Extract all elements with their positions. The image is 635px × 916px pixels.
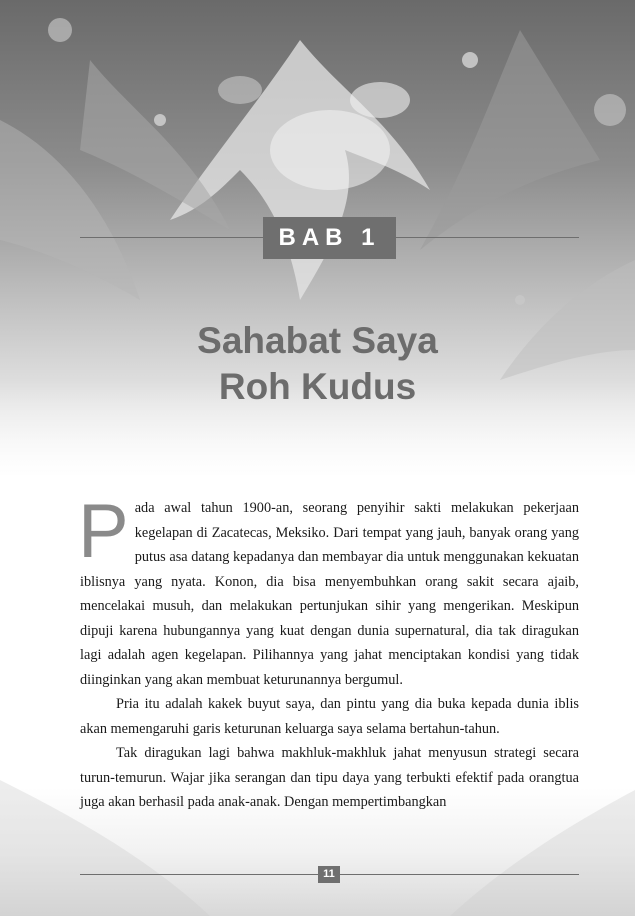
chapter-rule-left <box>80 237 263 238</box>
footer-rule-right <box>340 874 579 875</box>
chapter-body <box>78 489 579 815</box>
paragraph: Pria itu adalah kakek buyut saya, dan pintu yang dia buka kepada dunia iblis akan memengaruhi garis keturunan keluarga saya selama bertahun-tahun. <box>80 696 579 737</box>
paragraph: Tak diragukan lagi bahwa makhluk-makhluk jahat menyusun strategi secara turun-temurun. Wajar jika serangan dan tipu daya yang terbukti efektif pada orangtua juga akan berhasil pada anak-anak. Dengan mempertimbangkan <box>80 745 579 810</box>
page-number: 11 <box>318 866 340 883</box>
chapter-title-line-2: Roh Kudus <box>218 366 417 407</box>
chapter-rule-right <box>396 237 579 238</box>
paragraph-text: ada awal tahun 1900-an, seorang penyihir sakti melakukan pekerjaan kegelapan di Zacatecas, Meksiko. Dari tempat yang jauh, banyak orang yang putus asa datang kepadanya dan membayar dia untuk menggunakan kekuatan iblisnya yang nyata. Konon, dia bisa menyembuhkan orang sakit secara ajaib, mencelakai musuh, dan melakukan pertunjukan sihir yang mengerikan. Meskipun dipuji karena hubungannya yang kuat dengan dunia supernatural, dia tak diragukan lagi adalah agen kegelapan. Pilihannya yang jahat menciptakan kondisi yang tidak diinginkan yang akan membuat keturunannya bergumul. <box>80 500 579 688</box>
chapter-number-label: BAB 1 <box>263 217 396 259</box>
drop-cap: P <box>78 489 129 574</box>
paragraph <box>78 489 579 692</box>
chapter-title-line-1: Sahabat Saya <box>197 320 438 361</box>
footer-rule-left <box>80 874 318 875</box>
